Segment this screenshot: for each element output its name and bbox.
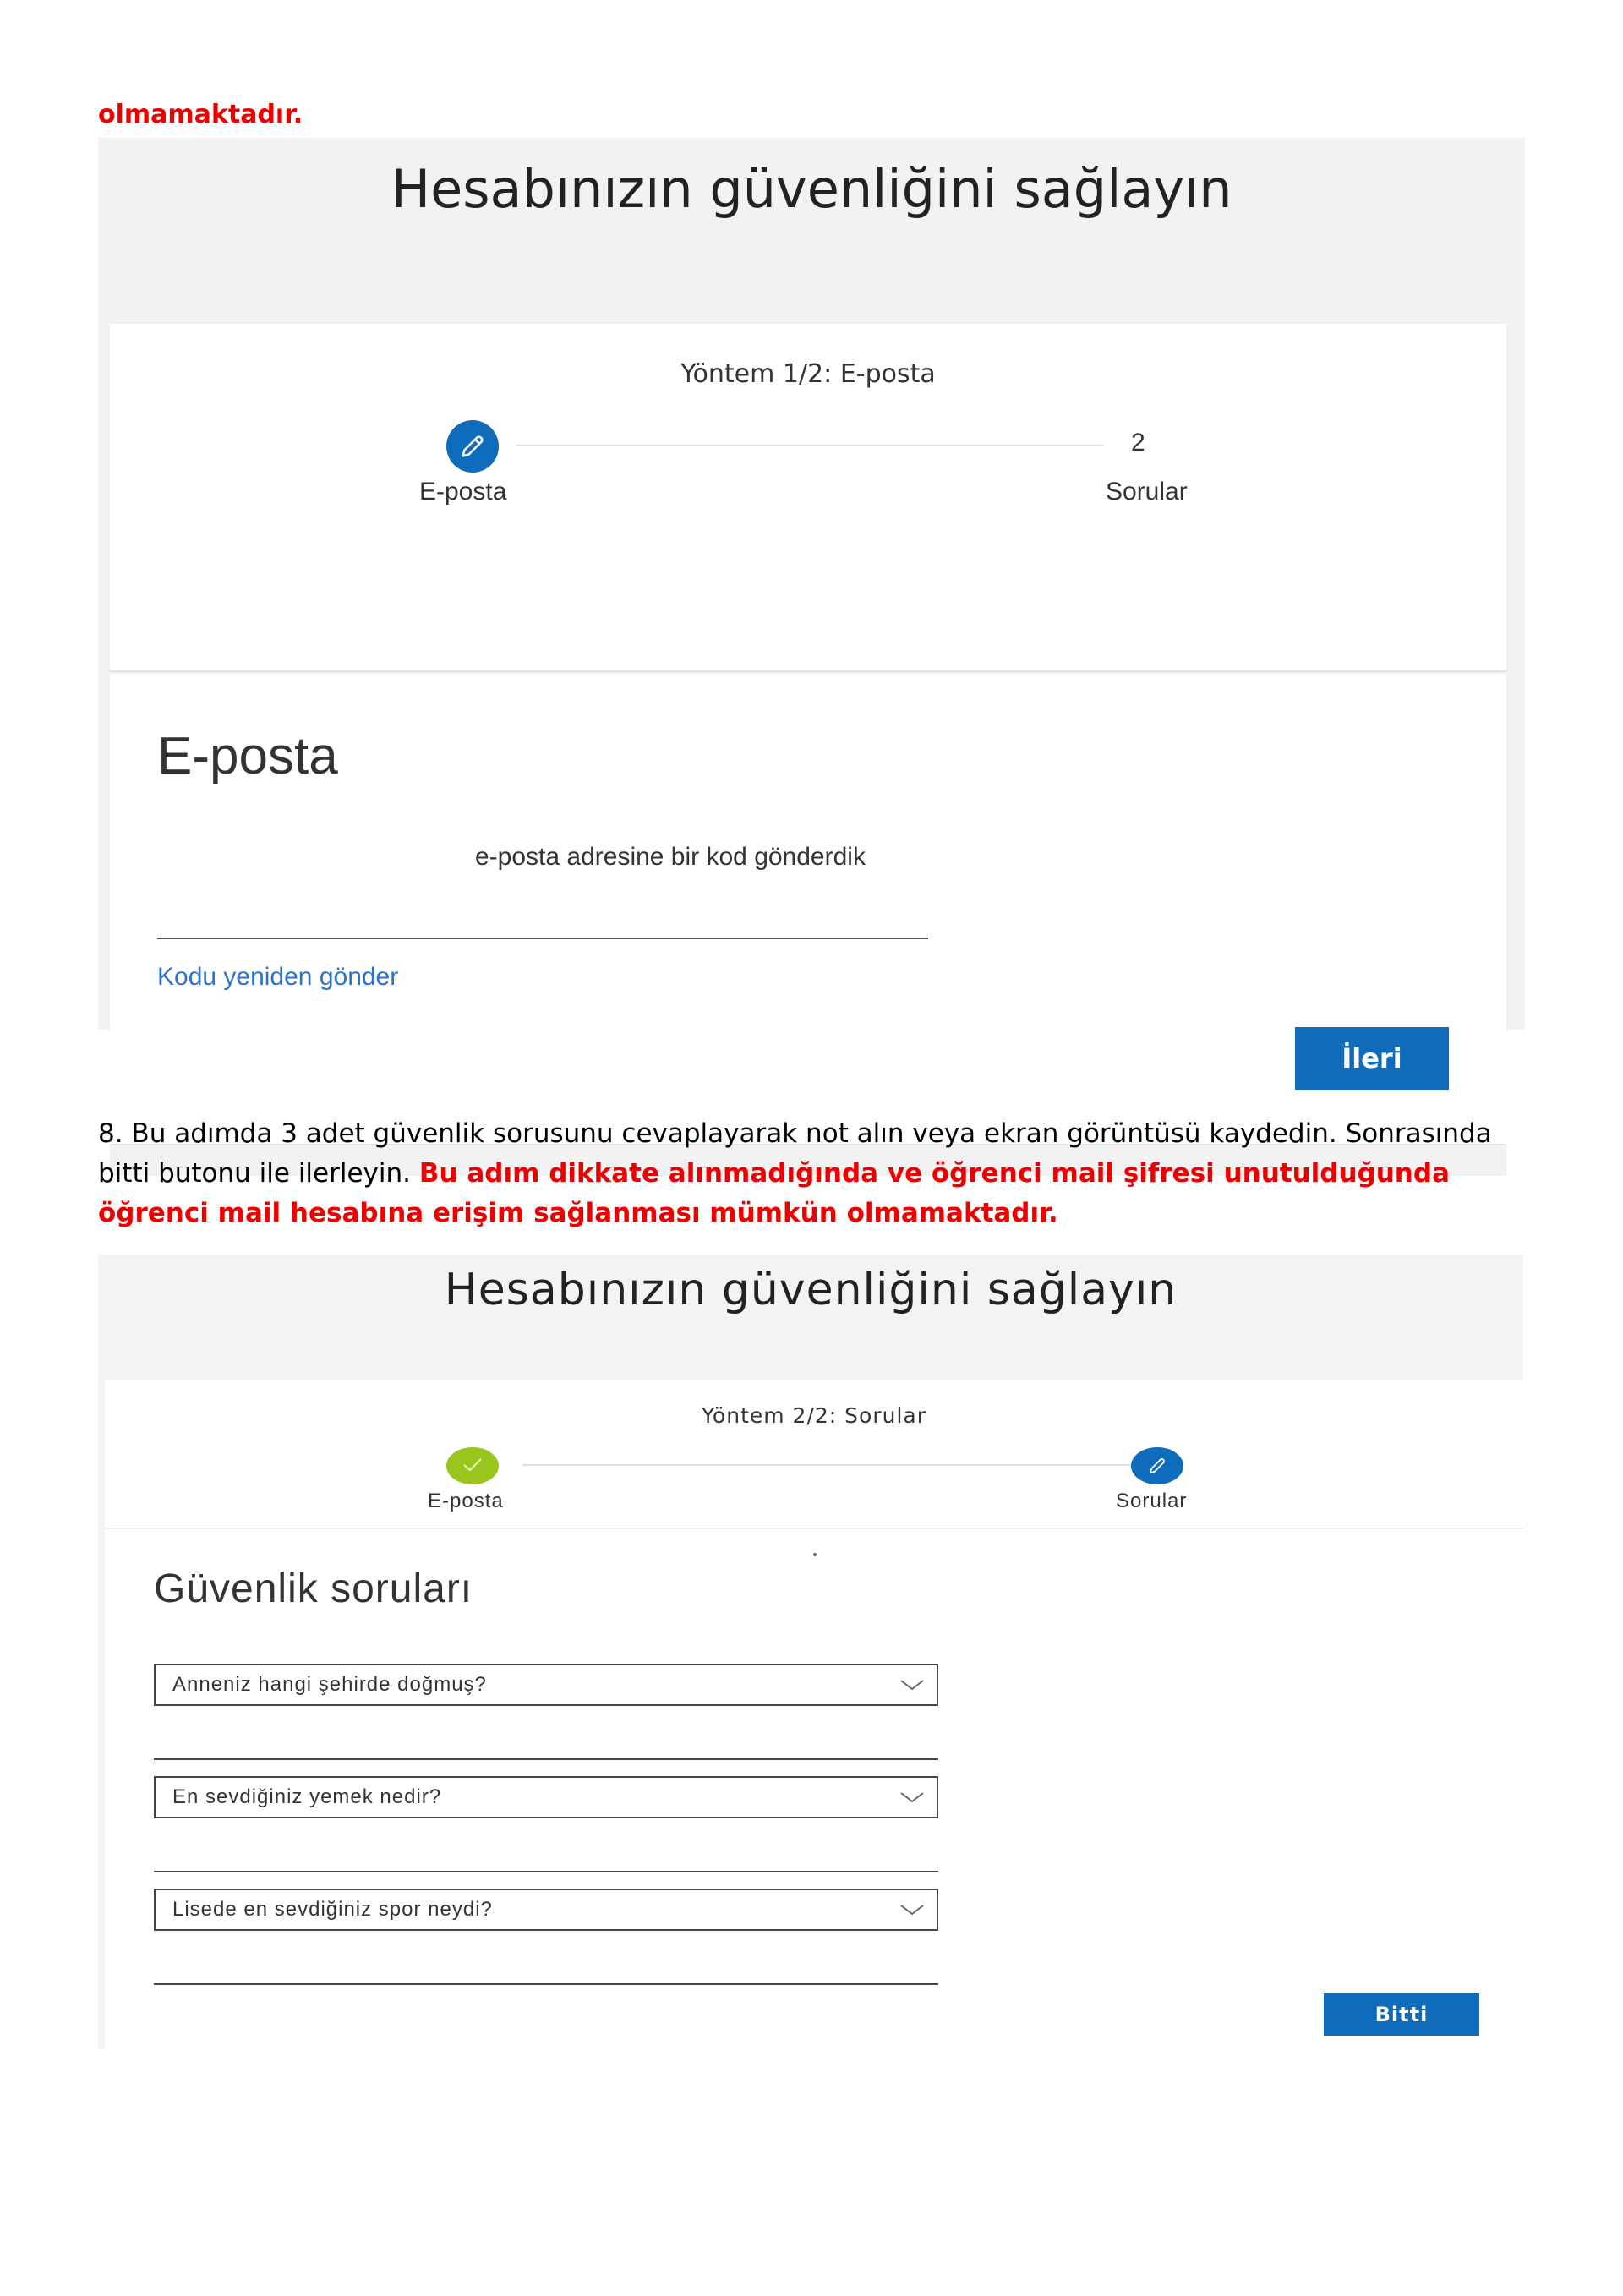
resend-code-link[interactable]: Kodu yeniden gönder [157,963,399,991]
security-question-select-1[interactable] [154,1664,938,1706]
select-value: Anneniz hangi şehirde doğmuş? [172,1673,487,1696]
step2-label: Sorular [1116,1490,1188,1512]
chevron-down-icon [899,1677,925,1692]
section-heading: Güvenlik soruları [154,1566,473,1611]
select-value: Lisede en sevdiğiniz spor neydi? [172,1898,493,1921]
decorative-dot [813,1553,817,1556]
page-title: Hesabınızın güvenliğini sağlayın [391,158,1232,220]
step1-indicator [446,1447,499,1484]
security-question-select-2[interactable] [154,1776,938,1818]
chevron-down-icon [899,1902,925,1917]
warning-text: Bu adım dikkate alınmadığında ve öğrenci mail şifresi unutulduğunda öğrenci mail hesabına erişim sağlanması mümkün olmamaktadır. [98,1158,1450,1228]
step1-label: E-posta [428,1490,504,1512]
chevron-down-icon [899,1790,925,1805]
step-title: Yöntem 2/2: Sorular [701,1403,926,1428]
step2-number: 2 [1131,429,1145,456]
step1-label: E-posta [419,478,507,506]
security-question-select-3[interactable] [154,1889,938,1931]
step2-indicator [1131,1447,1183,1484]
divider [105,1528,1523,1529]
section-heading: E-posta [157,727,338,785]
page-title: Hesabınızın güvenliğini sağlayın [444,1265,1178,1315]
email-card [110,674,1506,1141]
pencil-icon [1147,1455,1167,1477]
step-title: Yöntem 1/2: E-posta [680,359,936,389]
questions-card [105,1380,1523,2049]
answer-input-3[interactable] [154,1983,938,1985]
answer-input-2[interactable] [154,1871,938,1872]
step2-label: Sorular [1106,478,1188,506]
next-button[interactable]: İleri [1295,1027,1449,1090]
progress-line [522,1464,1134,1466]
progress-line [516,445,1104,446]
step1-indicator [446,420,499,473]
checkmark-icon [462,1456,484,1474]
instruction-text: 8. Bu adımda 3 adet güvenlik sorusunu cevaplayarak not alın veya ekran görüntüsü kaydedin. Sonrasında bitti butonu ile ilerleyin. [98,1118,1492,1189]
progress-card [110,324,1506,672]
done-button[interactable]: Bitti [1324,1993,1479,2036]
answer-input-1[interactable] [154,1758,938,1760]
code-sent-message: e-posta adresine bir kod gönderdik [475,843,866,871]
pencil-icon [458,432,487,461]
select-value: En sevdiğiniz yemek nedir? [172,1785,442,1808]
instruction-paragraph [98,1114,1535,1233]
screenshot-questions-step [98,1255,1523,2049]
screenshot-email-step [98,138,1525,1074]
intro-warning-text: olmamaktadır. [98,100,303,129]
code-input[interactable] [157,938,928,939]
